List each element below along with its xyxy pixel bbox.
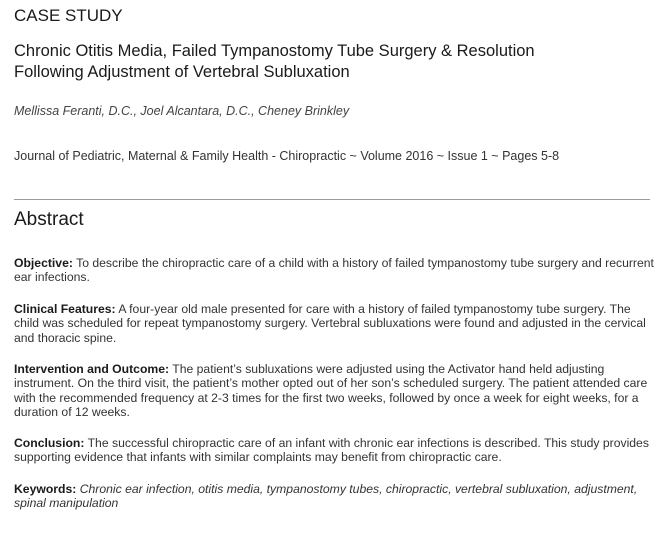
article-title-line-2: Following Adjustment of Vertebral Subluxation xyxy=(14,63,350,81)
clinical-features-text: A four-year old male presented for care with a history of failed tympanostomy tube surgery. The child was scheduled for repeat tympanostomy surgery. Vertebral subluxations were found and adjusted in the cervical and thoracic spine. xyxy=(14,302,646,345)
intervention-label: Intervention and Outcome: xyxy=(14,362,170,376)
article-title-line-1: Chronic Otitis Media, Failed Tympanostomy Tube Surgery & Resolution xyxy=(14,42,535,60)
abstract-conclusion xyxy=(14,436,654,465)
intervention-text: The patient’s subluxations were adjusted using the Activator hand held adjusting instrument. On the third visit, the patient’s mother opted out of her son’s scheduled surgery. The patient attended care with the recommended frequency at 2-3 times for the first two weeks, followed by once a week for eight weeks, for a duration of 12 weeks. xyxy=(14,362,648,420)
objective-text: To describe the chiropractic care of a child with a history of failed tympanostomy tube surgery and recurrent ear infections. xyxy=(14,256,654,285)
keywords-text: Chronic ear infection, otitis media, tympanostomy tubes, chiropractic, vertebral subluxation, adjustment, spinal manipulation xyxy=(14,482,638,511)
objective-label: Objective: xyxy=(14,256,73,270)
abstract-heading: Abstract xyxy=(14,209,84,230)
conclusion-text: The successful chiropractic care of an infant with chronic ear infections is described. This study provides supporting evidence that infants with similar complaints may benefit from chiropractic care. xyxy=(14,436,649,465)
abstract-clinical-features xyxy=(14,302,654,345)
authors: Mellissa Feranti, D.C., Joel Alcantara, D.C., Cheney Brinkley xyxy=(14,104,350,118)
journal-citation: Journal of Pediatric, Maternal & Family Health - Chiropractic ~ Volume 2016 ~ Issue 1 ~ Pages 5-8 xyxy=(14,149,560,163)
article-title xyxy=(14,41,644,83)
case-study-label: CASE STUDY xyxy=(14,6,123,25)
abstract-intervention-outcome xyxy=(14,362,654,420)
abstract-keywords xyxy=(14,482,654,511)
abstract-objective xyxy=(14,256,654,285)
keywords-label: Keywords: xyxy=(14,482,77,496)
divider xyxy=(14,199,650,200)
clinical-features-label: Clinical Features: xyxy=(14,302,116,316)
conclusion-label: Conclusion: xyxy=(14,436,85,450)
